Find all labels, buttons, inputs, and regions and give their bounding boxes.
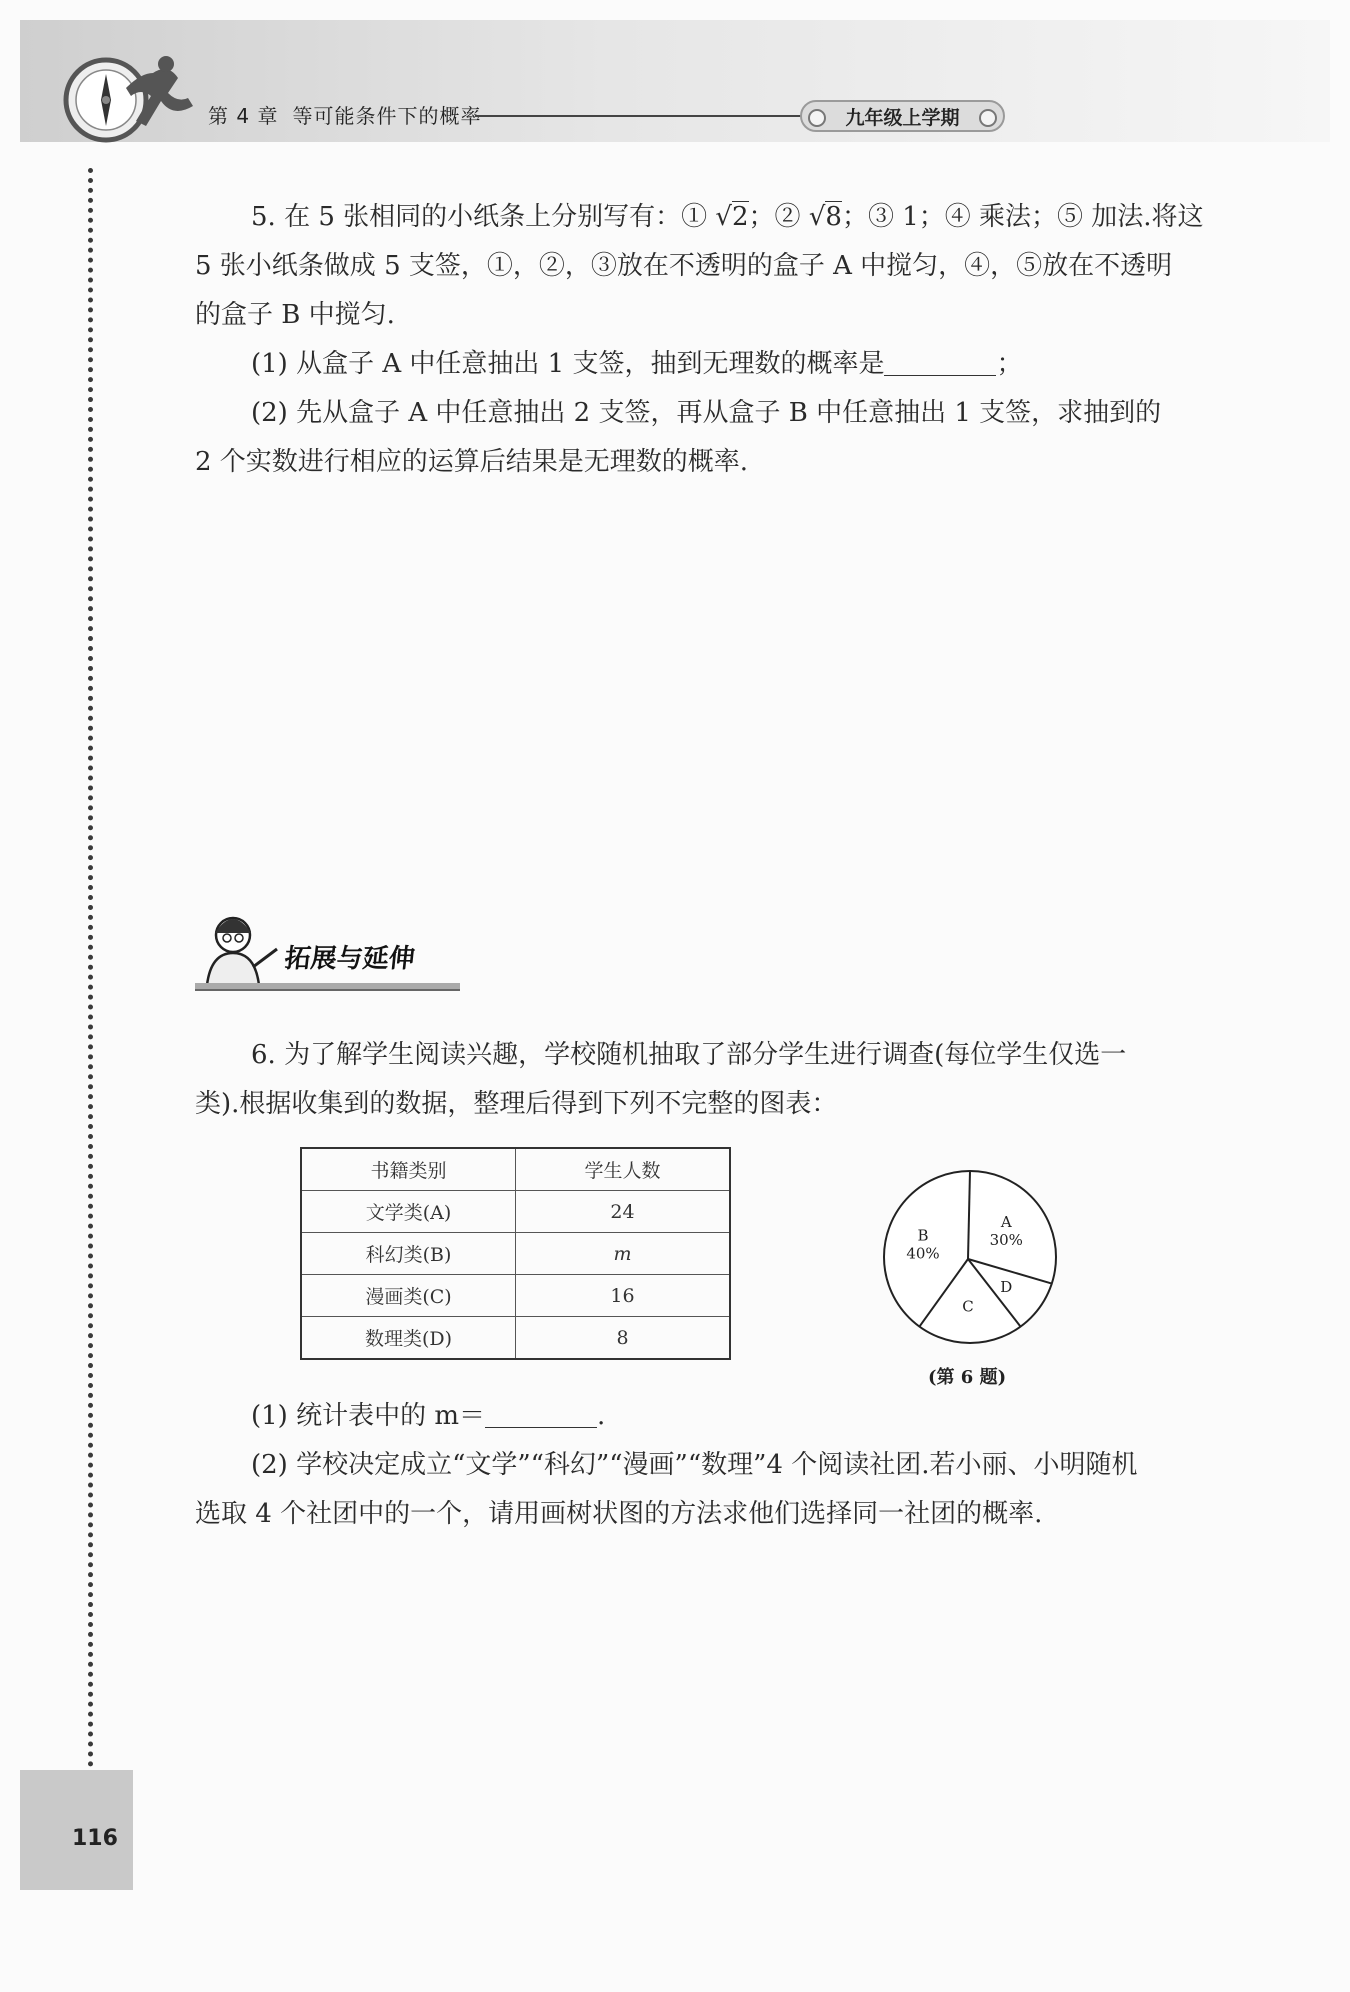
- chapter-number: 第 4 章: [208, 104, 279, 128]
- table-cell: 漫画类(C): [301, 1275, 516, 1317]
- table-cell: 24: [516, 1191, 731, 1233]
- problem-5-question-2-line1: (2) 先从盒子 A 中任意抽出 2 支签，再从盒子 B 中任意抽出 1 支签，求抽到的: [251, 398, 1162, 428]
- table-cell: 科幻类(B): [301, 1233, 516, 1275]
- table-header-cell: 书籍类别: [301, 1148, 516, 1191]
- problem-5-intro: 5. 在 5 张相同的小纸条上分别写有：① √2；② √8；③ 1；④ 乘法；⑤ 加法.将这: [251, 202, 1204, 232]
- chapter-name: 等可能条件下的概率: [292, 104, 482, 128]
- pie-slice-label-c: C: [962, 1297, 974, 1316]
- problem-6-question-2-line2: 选取 4 个社团中的一个，请用画树状图的方法求他们选择同一社团的概率.: [195, 1499, 1043, 1529]
- table-cell: m: [516, 1233, 731, 1275]
- table-row: [301, 1275, 730, 1317]
- table-row: [301, 1317, 730, 1360]
- section-underline: [195, 983, 460, 991]
- statistics-table: [300, 1147, 731, 1360]
- compass-runner-logo-icon: [58, 48, 208, 148]
- pie-slice-label-d: D: [1000, 1277, 1013, 1296]
- pie-caption: (第 6 题): [928, 1367, 1007, 1388]
- pie-slice-percent-b: 40%: [906, 1244, 940, 1263]
- pie-slice-label-b: B: [917, 1226, 929, 1245]
- problem-5-line3: 的盒子 B 中搅匀.: [195, 300, 395, 330]
- problem-6-question-2-line1: (2) 学校决定成立“文学”“科幻”“漫画”“数理”4 个阅读社团.若小丽、小明随机: [251, 1450, 1138, 1480]
- problem-5-question-1: (1) 从盒子 A 中任意抽出 1 支签，抽到无理数的概率是 ；: [195, 340, 1207, 389]
- pie-slice-percent-a: 30%: [989, 1231, 1023, 1250]
- sqrt-2: √2: [715, 202, 749, 232]
- table-cell: 16: [516, 1275, 731, 1317]
- answer-blank[interactable]: [884, 345, 996, 376]
- table-row: [301, 1233, 730, 1275]
- pie-slice-label-a: A: [1000, 1213, 1012, 1232]
- problem-6-intro-line2: 类).根据收集到的数据，整理后得到下列不完整的图表：: [195, 1089, 838, 1119]
- section-title: 拓展与延伸: [283, 944, 417, 974]
- table-row: [301, 1191, 730, 1233]
- problem-5-line2: 5 张小纸条做成 5 支签，①，②，③放在不透明的盒子 A 中搅匀，④，⑤放在不透明: [195, 251, 1173, 281]
- sqrt-8: √8: [808, 202, 842, 232]
- answer-blank[interactable]: [485, 1397, 597, 1428]
- chapter-title: [208, 100, 481, 129]
- header-rule: [475, 115, 805, 117]
- page-number: 116: [72, 1826, 118, 1851]
- problem-6-intro-line1: 6. 为了解学生阅读兴趣，学校随机抽取了部分学生进行调查(每位学生仅选一: [251, 1040, 1127, 1070]
- table-cell: 8: [516, 1317, 731, 1360]
- pie-chart: [880, 1167, 1060, 1347]
- dotted-margin-line: [88, 168, 93, 1768]
- table-header-cell: 学生人数: [516, 1148, 731, 1191]
- table-header-row: [301, 1148, 730, 1191]
- problem-6-question-1: (1) 统计表中的 m＝ .: [195, 1392, 1207, 1441]
- grade-badge: 九年级上学期: [800, 100, 1005, 132]
- table-cell: 数理类(D): [301, 1317, 516, 1360]
- problem-5-question-2-line2: 2 个实数进行相应的运算后结果是无理数的概率.: [195, 447, 749, 477]
- table-cell: 文学类(A): [301, 1191, 516, 1233]
